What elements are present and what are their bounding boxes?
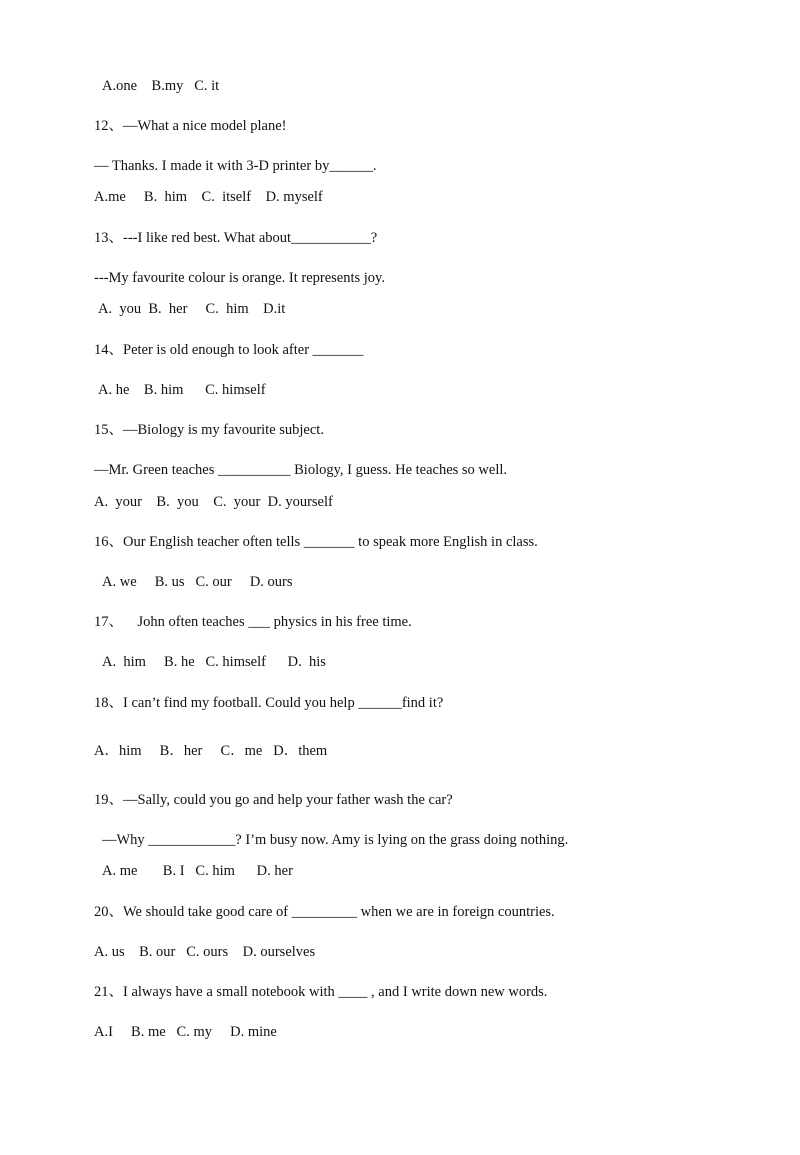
q20-options: A. us B. our C. ours D. ourselves xyxy=(94,944,316,960)
q19-options: A. me B. I C. him D. her xyxy=(102,863,293,879)
q12-response: — Thanks. I made it with 3-D printer by______. xyxy=(94,158,377,174)
q11-options: A.one B.my C. it xyxy=(102,78,220,94)
q15-prompt: 15、—Biology is my favourite subject. xyxy=(94,422,324,438)
q18-prompt: 18、I can’t find my football. Could you help ______find it? xyxy=(94,695,444,711)
q19-prompt: 19、—Sally, could you go and help your father wash the car? xyxy=(94,792,453,808)
q12-prompt: 12、—What a nice model plane! xyxy=(94,118,287,134)
q18-options: A．him B．her C．me D．them xyxy=(94,743,328,759)
q15-options: A. your B. you C. your D. yourself xyxy=(94,494,333,510)
q15-response: —Mr. Green teaches __________ Biology, I guess. He teaches so well. xyxy=(94,462,508,478)
q14-options: A. he B. him C. himself xyxy=(98,382,266,398)
q20-prompt: 20、We should take good care of _________ when we are in foreign countries. xyxy=(94,904,555,920)
q21-prompt: 21、I always have a small notebook with ____ , and I write down new words. xyxy=(94,984,548,1000)
q13-options: A. you B. her C. him D.it xyxy=(98,301,286,317)
q17-options: A. him B. he C. himself D. his xyxy=(102,654,326,670)
q16-options: A. we B. us C. our D. ours xyxy=(102,574,293,590)
q12-options: A.me B. him C. itself D. myself xyxy=(94,189,323,205)
q16-prompt: 16、Our English teacher often tells _______ to speak more English in class. xyxy=(94,534,538,550)
q19-response: —Why ____________? I’m busy now. Amy is lying on the grass doing nothing. xyxy=(102,832,569,848)
q14-prompt: 14、Peter is old enough to look after _______ xyxy=(94,342,364,358)
q17-prompt: 17、 John often teaches ___ physics in his free time. xyxy=(94,614,412,630)
q13-response: ---My favourite colour is orange. It represents joy. xyxy=(94,270,385,286)
q13-prompt: 13、---I like red best. What about___________? xyxy=(94,230,378,246)
q21-options: A.I B. me C. my D. mine xyxy=(94,1024,277,1040)
